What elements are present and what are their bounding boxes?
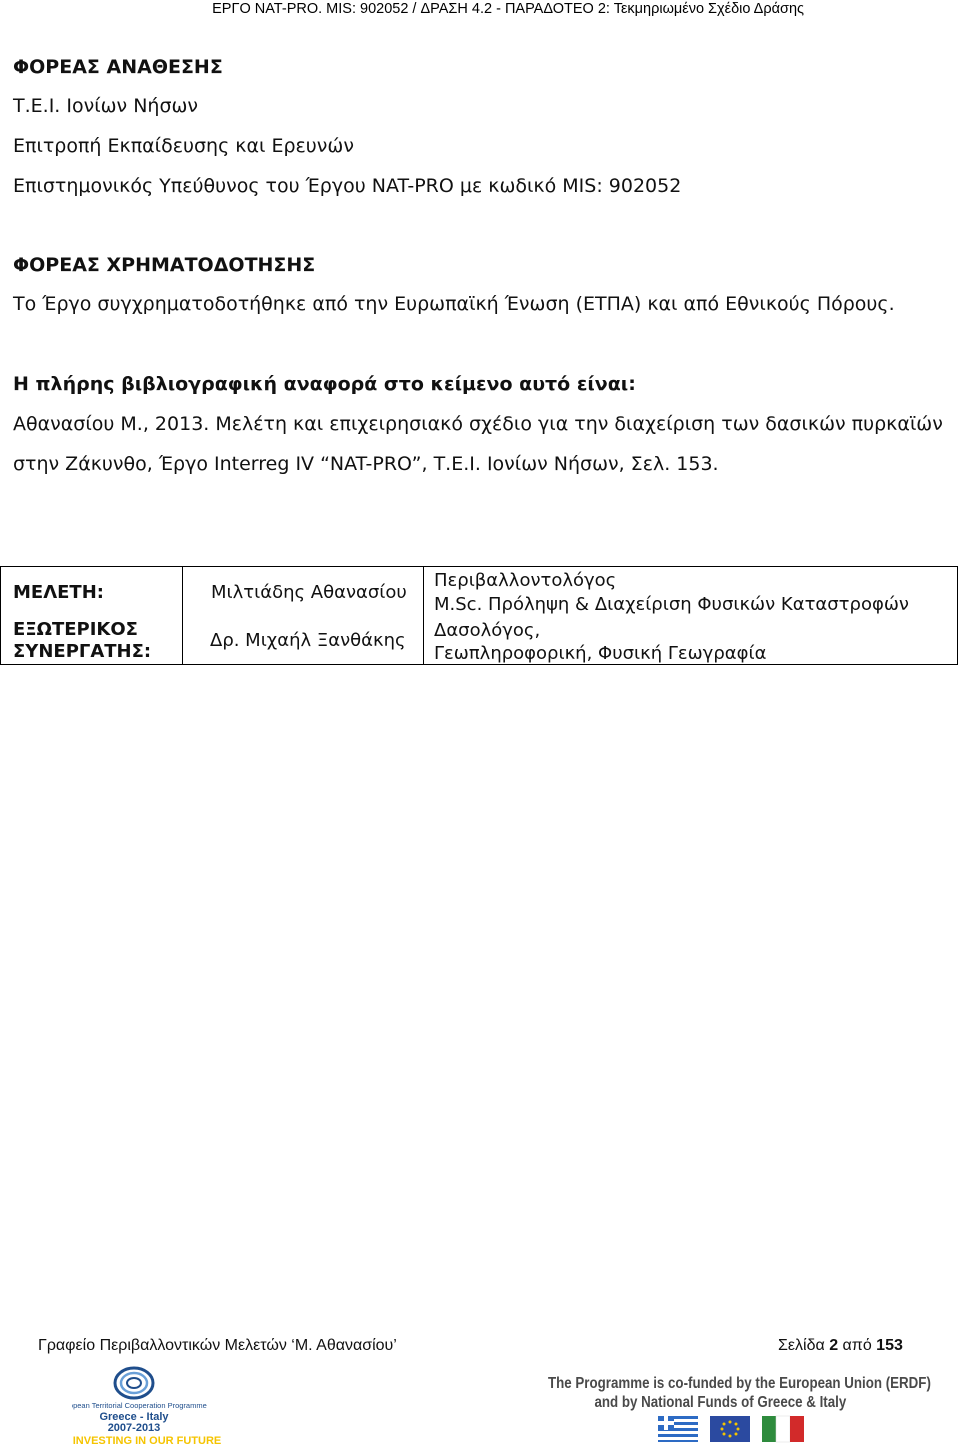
italian-flag-icon xyxy=(762,1416,804,1442)
external-collaborator-label: ΣΥΝΕΡΓΑΤΗΣ: xyxy=(13,641,152,662)
programme-emblem-icon xyxy=(72,1365,252,1447)
study-person-specialization: M.Sc. Πρόληψη & Διαχείριση Φυσικών Καταστροφών xyxy=(434,594,909,615)
greek-flag-icon xyxy=(658,1416,698,1442)
funding-body-heading: ΦΟΡΕΑΣ ΧΡΗΜΑΤΟΔΟΤΗΣΗΣ xyxy=(13,254,316,276)
funding-body-text: Το Έργο συγχρηματοδοτήθηκε από την Ευρωπαϊκή Ένωση (ΕΤΠΑ) και από Εθνικούς Πόρους. xyxy=(13,293,895,315)
table-divider xyxy=(423,567,424,664)
flags-row xyxy=(658,1414,898,1444)
contracting-authority-committee: Επιτροπή Εκπαίδευσης και Ερευνών xyxy=(13,135,354,157)
page-total: 153 xyxy=(876,1337,903,1354)
citation-text-line-2: στην Ζάκυνθο, Έργο Interreg IV “NAT-PRO”, Τ.Ε.Ι. Ιονίων Νήσων, Σελ. 153. xyxy=(13,453,719,475)
cofunding-line-1: The Programme is co-funded by the European Union (ERDF) xyxy=(548,1375,931,1392)
footer-office: Γραφείο Περιβαλλοντικών Μελετών ‘Μ. Αθανασίου’ xyxy=(38,1337,397,1354)
citation-heading: Η πλήρης βιβλιογραφική αναφορά στο κείμενο αυτό είναι: xyxy=(13,373,636,395)
collaborator-person-name: Δρ. Μιχαήλ Ξανθάκης xyxy=(210,630,406,651)
page-mid: από xyxy=(838,1337,877,1354)
contracting-authority-institution: Τ.Ε.Ι. Ιονίων Νήσων xyxy=(13,95,199,117)
running-header: ΕΡΓΟ NAT-PRO. MIS: 902052 / ΔΡΑΣΗ 4.2 - ΠΑΡΑΔΟΤΕΟ 2: Τεκμηριωμένο Σχέδιο Δράσης xyxy=(212,1,804,17)
cofunding-line-2: and by National Funds of Greece & Italy xyxy=(594,1394,847,1411)
cofunding-statement xyxy=(548,1374,931,1412)
programme-region-text: Greece - Italy xyxy=(99,1411,169,1423)
collaborator-person-specialization: Γεωπληροφορική, Φυσική Γεωγραφία xyxy=(434,643,767,664)
programme-logo xyxy=(72,1365,252,1447)
study-label: ΜΕΛΕΤΗ: xyxy=(13,582,104,603)
study-person-role: Περιβαλλοντολόγος xyxy=(434,570,617,591)
page-prefix: Σελίδα xyxy=(778,1337,830,1354)
citation-text-line-1: Αθανασίου Μ., 2013. Μελέτη και επιχειρησιακό σχέδιο για την διαχείριση των δασικών πυρκαϊών xyxy=(13,413,943,435)
contracting-authority-heading: ΦΟΡΕΑΣ ΑΝΑΘΕΣΗΣ xyxy=(13,56,223,78)
page-current: 2 xyxy=(829,1337,839,1354)
eu-flag-icon xyxy=(710,1416,750,1442)
contracting-authority-responsible: Επιστημονικός Υπεύθυνος του Έργου NAT-PRO με κωδικό MIS: 902052 xyxy=(13,175,682,197)
collaborator-person-role: Δασολόγος, xyxy=(434,620,541,641)
external-collaborator-label: ΕΞΩΤΕΡΙΚΟΣ xyxy=(13,619,138,640)
programme-slogan-text: INVESTING IN OUR FUTURE xyxy=(72,1435,222,1447)
flags-icon xyxy=(658,1414,898,1444)
study-person-name: Μιλτιάδης Αθανασίου xyxy=(211,582,407,603)
table-divider xyxy=(182,567,183,664)
footer-page-number xyxy=(778,1335,903,1357)
programme-name-text: European Territorial Cooperation Programme xyxy=(72,1401,207,1410)
programme-period-text: 2007-2013 xyxy=(107,1422,161,1434)
staff-table xyxy=(0,566,958,665)
